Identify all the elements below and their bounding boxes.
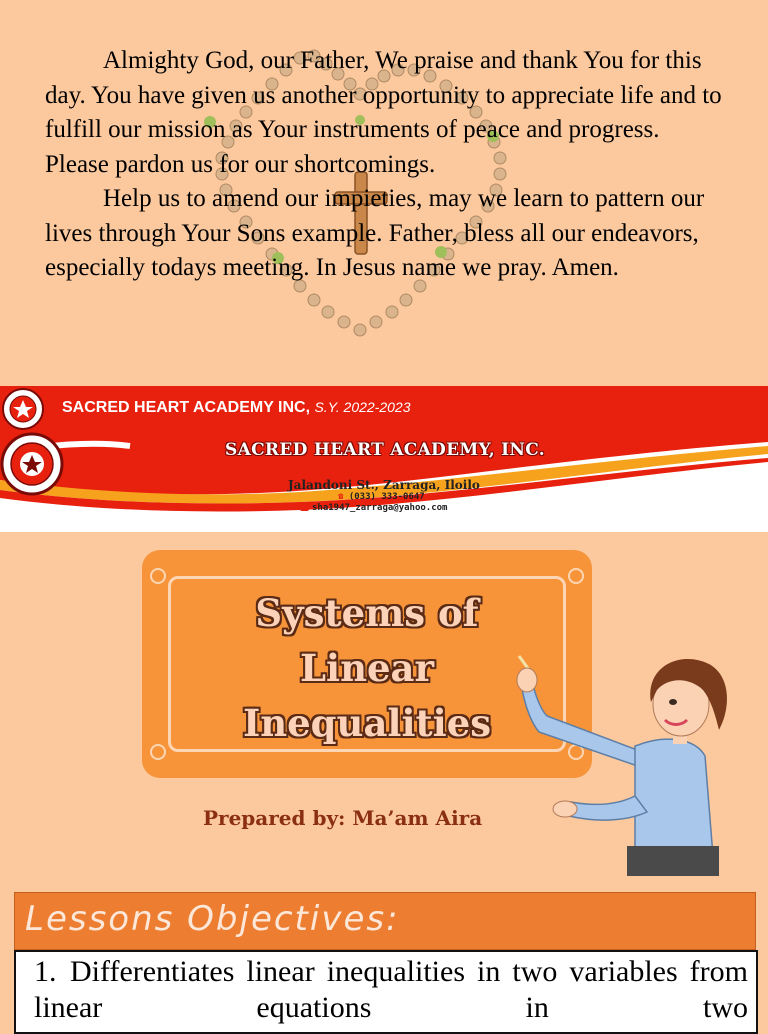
school-year-label: S.Y. 2022-2023: [314, 399, 411, 415]
phone-icon: ☎: [338, 492, 349, 502]
opening-prayer: [45, 44, 725, 286]
objectives-slide: [0, 876, 768, 1024]
prayer-slide: [0, 0, 768, 382]
school-seal-icon: [2, 388, 44, 430]
prayer-paragraph-1: Almighty God, our Father, We praise and thank You for this day. You have given us another opportunity to appreciate life and to fulfill our mission as Your instruments of peace and progress. Please pardon us for our shortcomings.: [45, 47, 722, 178]
accreditation-label: PAASCU ACCREDITED: [300, 460, 465, 475]
objective-number: 1.: [34, 955, 57, 988]
school-header-text: SACRED HEART ACADEMY INC, S.Y. 2022-2023: [62, 399, 411, 416]
objectives-header: [14, 892, 756, 950]
teacher-illustration: [505, 646, 765, 876]
objective-text: Differentiates linear inequalities in two variables from linear equations in two: [34, 955, 748, 1024]
prepared-by: Prepared by: Ma’am Aira: [203, 806, 483, 830]
email-address: sha1947_zarraga@yahoo.com: [312, 503, 448, 513]
school-header-bar: [0, 386, 768, 432]
objectives-heading: Lessons Objectives:: [25, 899, 400, 939]
title-line: Inequalities: [242, 701, 492, 745]
school-banner: [0, 432, 768, 532]
school-name-label: SACRED HEART ACADEMY INC: [62, 399, 306, 416]
phone-number: (033) 333-0647: [348, 492, 425, 502]
objective-item: [34, 954, 748, 1026]
school-phone: [338, 492, 425, 502]
banner-school-name: SACRED HEART ACADEMY, INC.: [225, 440, 546, 460]
decor-curl-icon: [150, 568, 166, 584]
school-address: Jalandoni St., Zarraga, Iloilo: [288, 478, 480, 492]
school-seal-icon: [0, 432, 64, 496]
email-icon: [300, 503, 309, 511]
decor-curl-icon: [568, 568, 584, 584]
school-email: [300, 503, 447, 513]
prayer-paragraph-2: Help us to amend our impieties, may we learn to pattern our lives through Your Sons example. Father, bless all our endeavors, especially todays meeting. In Jesus name we pray. Amen.: [45, 185, 705, 281]
title-line: Systems of: [255, 591, 479, 635]
title-slide: [0, 536, 768, 876]
title-line: Linear: [300, 646, 434, 690]
objectives-list: [14, 950, 758, 1034]
